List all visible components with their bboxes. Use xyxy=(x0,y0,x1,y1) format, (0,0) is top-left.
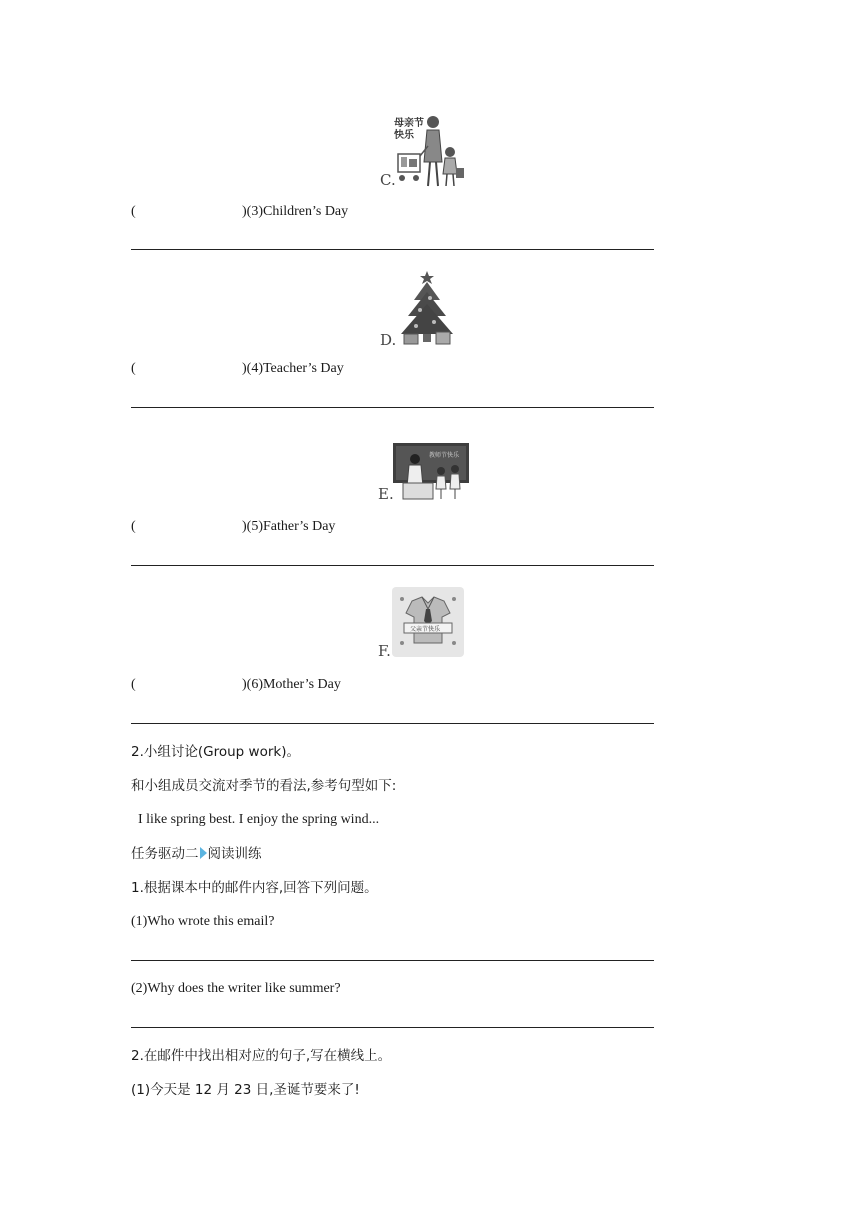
answer-blank-open: ( xyxy=(131,519,136,534)
mother-shopping-illustration xyxy=(390,112,470,190)
reading-question-1b: (2)Why does the writer like summer? xyxy=(131,981,341,996)
arrow-icon xyxy=(200,847,207,859)
reading-question-2a: (1)今天是 12 月 23 日,圣诞节要来了! xyxy=(131,1082,360,1098)
christmas-tree-illustration xyxy=(398,270,456,346)
task-two-label: 任务驱动二 xyxy=(131,846,199,862)
picture-f-label: F. xyxy=(378,642,391,660)
answer-line-6[interactable] xyxy=(131,723,654,724)
picture-d-label: D. xyxy=(380,331,397,349)
teacher-classroom-illustration xyxy=(393,443,469,501)
group-work-title: 2.小组讨论(Group work)。 xyxy=(131,744,300,760)
group-work-example: I like spring best. I enjoy the spring wind... xyxy=(138,812,380,827)
answer-blank-open: ( xyxy=(131,677,136,692)
reading-question-1a: (1)Who wrote this email? xyxy=(131,914,275,929)
answer-line-4[interactable] xyxy=(131,407,654,408)
shirt-card-illustration xyxy=(392,587,464,657)
picture-c-text-1: 母亲节 xyxy=(394,118,424,129)
answer-blank-open: ( xyxy=(131,361,136,376)
answer-blank-open: ( xyxy=(131,204,136,219)
question-5-text: )(5)Father’s Day xyxy=(242,519,336,534)
picture-f-fathers-day xyxy=(392,587,464,657)
group-work-instruction: 和小组成员交流对季节的看法,参考句型如下: xyxy=(131,778,397,794)
picture-e-teachers-day xyxy=(393,443,469,501)
reading-question-2-title: 2.在邮件中找出相对应的句子,写在横线上。 xyxy=(131,1048,392,1064)
picture-f-banner-text: 父亲节快乐 xyxy=(410,626,441,633)
reading-question-1-title: 1.根据课本中的邮件内容,回答下列问题。 xyxy=(131,880,378,896)
picture-d-christmas-tree xyxy=(398,270,456,346)
question-4-text: )(4)Teacher’s Day xyxy=(242,361,344,376)
answer-line-5[interactable] xyxy=(131,565,654,566)
answer-line-1a[interactable] xyxy=(131,960,654,961)
question-3-text: )(3)Children’s Day xyxy=(242,204,349,219)
picture-e-board-text: 教师节快乐 xyxy=(429,452,460,459)
reading-practice-label: 阅读训练 xyxy=(207,846,262,862)
answer-line-1b[interactable] xyxy=(131,1027,654,1028)
picture-e-label: E. xyxy=(378,485,394,503)
answer-line-3[interactable] xyxy=(131,249,654,250)
task-two-heading xyxy=(131,845,262,863)
picture-c-mothers-day xyxy=(390,112,470,190)
picture-c-text-2: 快乐 xyxy=(394,130,414,141)
question-6-text: )(6)Mother’s Day xyxy=(242,677,341,692)
picture-c-label: C. xyxy=(380,171,396,189)
